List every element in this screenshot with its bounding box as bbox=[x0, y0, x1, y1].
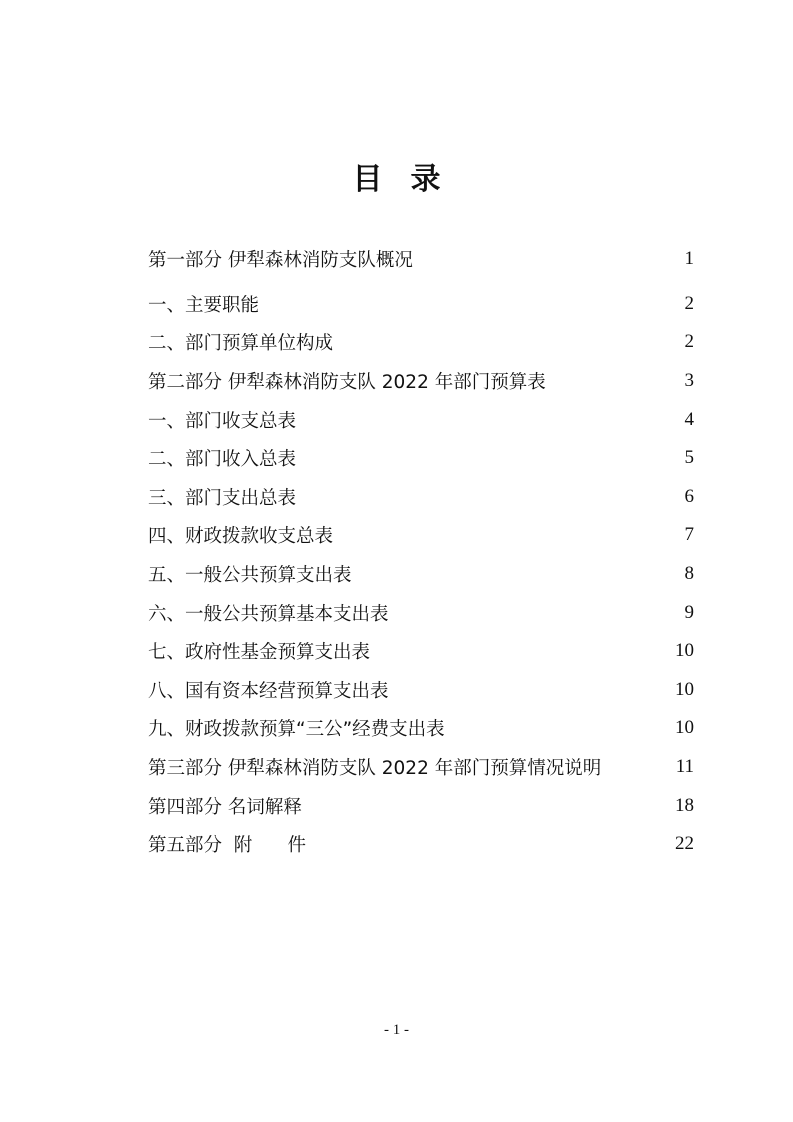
toc-entry[interactable] bbox=[148, 240, 694, 279]
toc-entry[interactable] bbox=[148, 362, 694, 401]
toc-entry[interactable] bbox=[148, 555, 694, 594]
toc-entry-page: 6 bbox=[684, 485, 694, 507]
toc-entry-page: 4 bbox=[684, 408, 694, 430]
toc-entry[interactable] bbox=[148, 478, 694, 517]
toc-entry[interactable] bbox=[148, 285, 694, 324]
toc-entry-page: 7 bbox=[684, 524, 694, 546]
toc-entry[interactable] bbox=[148, 516, 694, 555]
toc-entry-page: 9 bbox=[684, 601, 694, 623]
toc-entry-page: 10 bbox=[675, 640, 694, 662]
toc-entry-page: 2 bbox=[684, 331, 694, 353]
toc-entry[interactable] bbox=[148, 671, 694, 710]
toc-entry-label: 三、部门支出总表 bbox=[148, 487, 297, 509]
toc-entry-label: 五、一般公共预算支出表 bbox=[148, 565, 352, 587]
toc-entry[interactable] bbox=[148, 593, 694, 632]
toc-entry-page: 22 bbox=[675, 833, 694, 855]
toc-entry[interactable] bbox=[148, 709, 694, 748]
toc-entry-label: 四、财政拨款收支总表 bbox=[148, 526, 334, 548]
toc-entry-label: 一、部门收支总表 bbox=[148, 410, 297, 432]
toc-entry[interactable] bbox=[148, 748, 694, 787]
toc-entry-label: 第三部分 伊犁森林消防支队 2022 年部门预算情况说明 bbox=[148, 758, 602, 780]
toc-entry-page: 8 bbox=[684, 563, 694, 585]
toc-entry-page: 10 bbox=[675, 678, 694, 700]
toc-entry-page: 2 bbox=[684, 292, 694, 314]
toc-entry-page: 3 bbox=[684, 370, 694, 392]
toc-entry-label: 八、国有资本经营预算支出表 bbox=[148, 680, 389, 702]
toc-entry-label: 二、部门收入总表 bbox=[148, 449, 297, 471]
toc-entry-label: 第二部分 伊犁森林消防支队 2022 年部门预算表 bbox=[148, 372, 546, 394]
toc-entry-label: 九、财政拨款预算“三公”经费支出表 bbox=[148, 719, 445, 741]
toc-entry-label: 第四部分 名词解释 bbox=[148, 796, 302, 818]
toc-entry-label: 一、主要职能 bbox=[148, 294, 260, 316]
toc-entry[interactable] bbox=[148, 632, 694, 671]
toc-entry[interactable] bbox=[148, 400, 694, 439]
toc-entry-label: 第一部分 伊犁森林消防支队概况 bbox=[148, 250, 413, 272]
toc-entry-page: 1 bbox=[684, 248, 694, 270]
toc-entry-label: 第五部分 附 件 bbox=[148, 835, 307, 857]
toc-entry-page: 10 bbox=[675, 717, 694, 739]
page-title: 目录 bbox=[352, 162, 469, 197]
toc-entry-page: 18 bbox=[675, 794, 694, 816]
toc-entry-page: 11 bbox=[675, 756, 694, 778]
toc-entry[interactable] bbox=[148, 786, 694, 825]
toc-entry-label: 七、政府性基金预算支出表 bbox=[148, 642, 371, 664]
toc-entry-page: 5 bbox=[684, 447, 694, 469]
page-number: - 1 - bbox=[384, 1022, 409, 1038]
toc-entry[interactable] bbox=[148, 323, 694, 362]
toc-entry-label: 二、部门预算单位构成 bbox=[148, 333, 334, 355]
toc-entry-label: 六、一般公共预算基本支出表 bbox=[148, 603, 389, 625]
toc-entry[interactable] bbox=[148, 439, 694, 478]
toc-entry[interactable] bbox=[148, 825, 694, 864]
table-of-contents bbox=[148, 240, 694, 864]
